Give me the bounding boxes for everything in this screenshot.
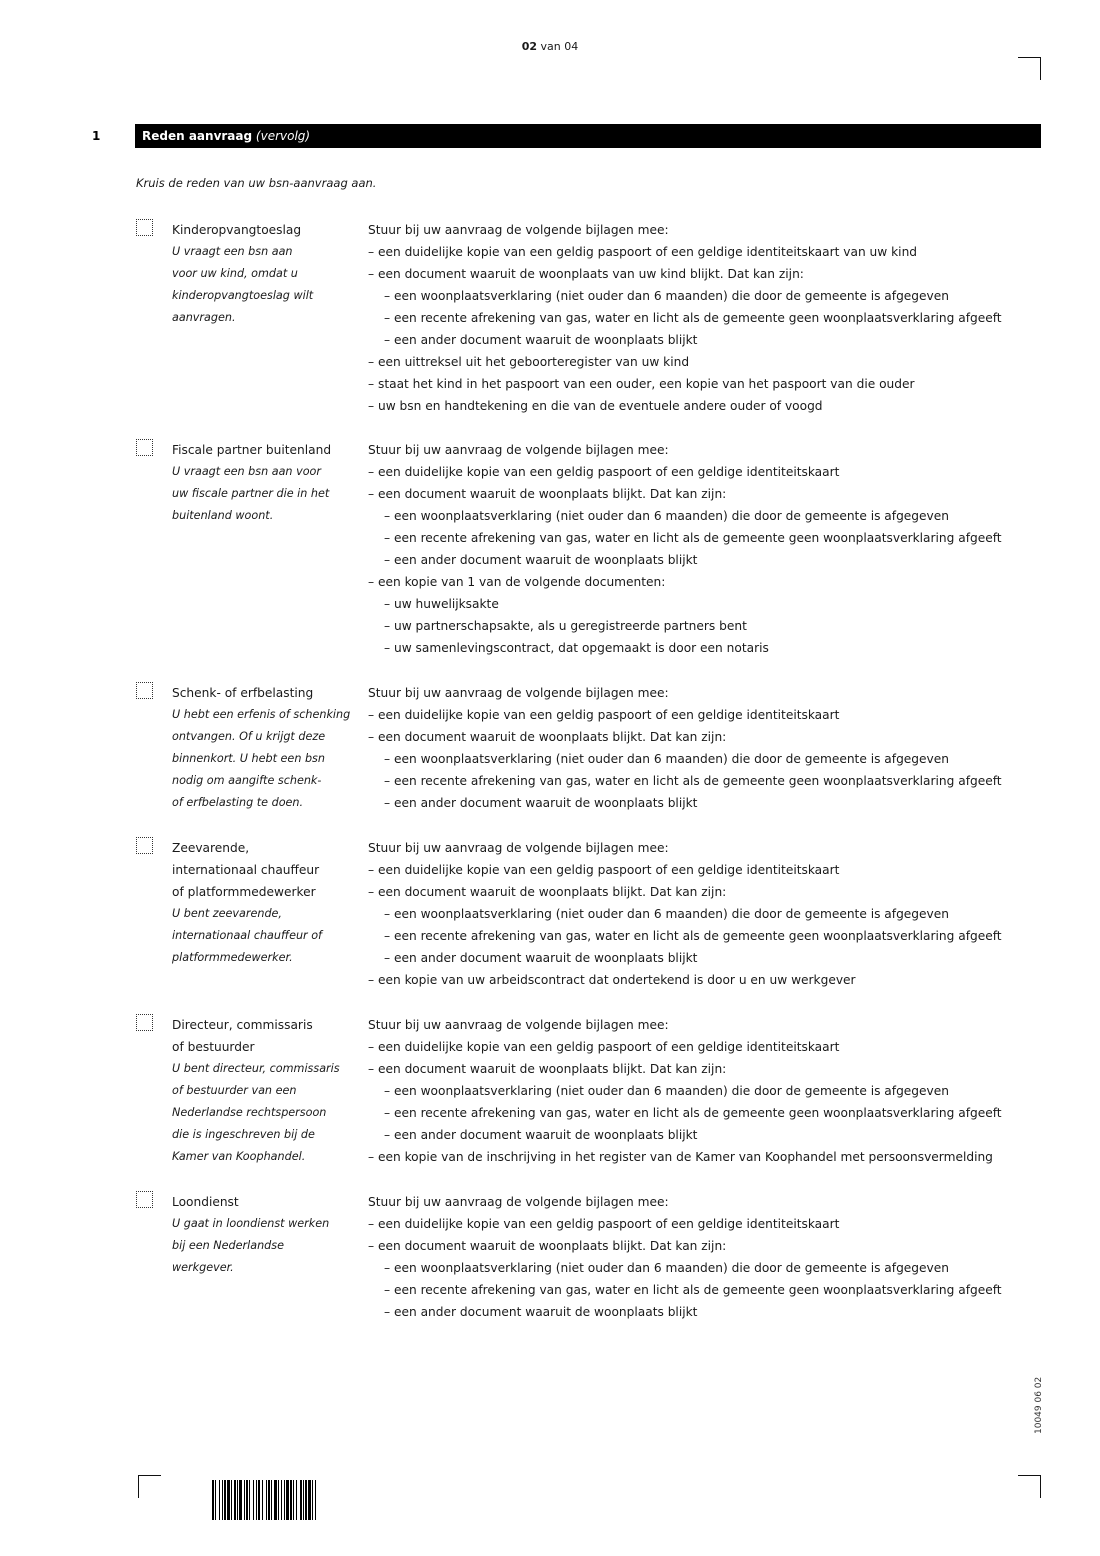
attachment-subitem: – een recente afrekening van gas, water en licht als de gemeente geen woonplaatsverklaring afgeeft xyxy=(384,1283,1002,1297)
section-number: 1 xyxy=(92,129,101,143)
option-label xyxy=(172,219,352,329)
option-desc-line: buitenland woont. xyxy=(172,509,274,522)
attachments-intro: Stuur bij uw aanvraag de volgende bijlagen mee: xyxy=(368,841,669,855)
attachment-item: – een duidelijke kopie van een geldig paspoort of een geldige identiteitskaart xyxy=(368,1040,840,1054)
instruction-text: Kruis de reden van uw bsn-aanvraag aan. xyxy=(136,176,377,190)
option-desc-line: nodig om aangifte schenk- xyxy=(172,774,322,787)
attachment-subitem: – een woonplaatsverklaring (niet ouder dan 6 maanden) die door de gemeente is afgegeven xyxy=(384,752,949,766)
option-desc-line: bij een Nederlandse xyxy=(172,1239,284,1252)
attachment-item: – een kopie van 1 van de volgende documenten: xyxy=(368,575,666,589)
attachment-item: – een kopie van uw arbeidscontract dat ondertekend is door u en uw werkgever xyxy=(368,973,856,987)
page-current: 02 xyxy=(521,40,538,53)
attachment-subitem: – een ander document waaruit de woonplaats blijkt xyxy=(384,333,698,347)
section-header xyxy=(135,124,1041,148)
attachment-subitem: – uw huwelijksakte xyxy=(384,597,499,611)
attachments-list xyxy=(368,837,1036,991)
checkbox-zeevarende[interactable] xyxy=(136,837,153,854)
attachments-list xyxy=(368,439,1036,659)
crop-mark-top-right xyxy=(1018,57,1041,80)
attachments-intro: Stuur bij uw aanvraag de volgende bijlagen mee: xyxy=(368,686,669,700)
attachment-subitem: – een woonplaatsverklaring (niet ouder dan 6 maanden) die door de gemeente is afgegeven xyxy=(384,907,949,921)
checkbox-kinderopvangtoeslag[interactable] xyxy=(136,219,153,236)
option-desc-line: internationaal chauffeur of xyxy=(172,929,322,942)
attachment-item: – een document waaruit de woonplaats blijkt. Dat kan zijn: xyxy=(368,487,727,501)
attachment-subitem: – een recente afrekening van gas, water en licht als de gemeente geen woonplaatsverklaring afgeeft xyxy=(384,1106,1002,1120)
option-desc-line: of bestuurder van een xyxy=(172,1084,297,1097)
option-desc-line: ontvangen. Of u krijgt deze xyxy=(172,730,326,743)
checkbox-schenk-erfbelasting[interactable] xyxy=(136,682,153,699)
attachment-item: – een document waaruit de woonplaats van uw kind blijkt. Dat kan zijn: xyxy=(368,267,804,281)
attachments-list xyxy=(368,1014,1036,1168)
page-sep: van xyxy=(537,40,565,53)
attachment-item: – een duidelijke kopie van een geldig paspoort of een geldige identiteitskaart xyxy=(368,863,840,877)
option-desc-line: die is ingeschreven bij de xyxy=(172,1128,315,1141)
attachment-item: – een uittreksel uit het geboorteregister van uw kind xyxy=(368,355,690,369)
option-desc-line: platformmedewerker. xyxy=(172,951,293,964)
attachment-item: – een duidelijke kopie van een geldig paspoort of een geldige identiteitskaart xyxy=(368,1217,840,1231)
attachment-subitem: – een woonplaatsverklaring (niet ouder dan 6 maanden) die door de gemeente is afgegeven xyxy=(384,289,949,303)
option-label xyxy=(172,837,352,969)
option-label xyxy=(172,682,352,814)
checkbox-directeur-commissaris[interactable] xyxy=(136,1014,153,1031)
option-desc-line: U bent directeur, commissaris xyxy=(172,1062,340,1075)
attachments-intro: Stuur bij uw aanvraag de volgende bijlagen mee: xyxy=(368,223,669,237)
attachment-subitem: – een ander document waaruit de woonplaats blijkt xyxy=(384,1128,698,1142)
page-total: 04 xyxy=(564,40,579,53)
attachment-subitem: – een recente afrekening van gas, water en licht als de gemeente geen woonplaatsverklaring afgeeft xyxy=(384,311,1002,325)
option-desc-line: voor uw kind, omdat u xyxy=(172,267,298,280)
checkbox-fiscale-partner-buitenland[interactable] xyxy=(136,439,153,456)
attachment-item: – een document waaruit de woonplaats blijkt. Dat kan zijn: xyxy=(368,730,727,744)
option-label xyxy=(172,439,352,527)
option-desc-line: uw fiscale partner die in het xyxy=(172,487,330,500)
attachment-subitem: – een woonplaatsverklaring (niet ouder dan 6 maanden) die door de gemeente is afgegeven xyxy=(384,1261,949,1275)
option-desc-line: aanvragen. xyxy=(172,311,236,324)
option-label xyxy=(172,1014,352,1168)
option-desc-line: Nederlandse rechtspersoon xyxy=(172,1106,327,1119)
crop-mark-bottom-left xyxy=(138,1475,161,1498)
attachment-item: – een duidelijke kopie van een geldig paspoort of een geldige identiteitskaart xyxy=(368,465,840,479)
page-number xyxy=(0,40,1100,53)
attachment-item: – een duidelijke kopie van een geldig paspoort of een geldige identiteitskaart van uw kind xyxy=(368,245,918,259)
section-title: Reden aanvraag xyxy=(142,129,253,143)
attachment-subitem: – een ander document waaruit de woonplaats blijkt xyxy=(384,796,698,810)
option-desc-line: U gaat in loondienst werken xyxy=(172,1217,330,1230)
form-code: 10049 06 02 xyxy=(1034,1376,1044,1434)
section-subtitle: (vervolg) xyxy=(252,129,311,143)
attachments-intro: Stuur bij uw aanvraag de volgende bijlagen mee: xyxy=(368,1195,669,1209)
attachments-intro: Stuur bij uw aanvraag de volgende bijlagen mee: xyxy=(368,443,669,457)
option-desc-line: U hebt een erfenis of schenking xyxy=(172,708,351,721)
option-desc-line: kinderopvangtoeslag wilt xyxy=(172,289,314,302)
attachments-list xyxy=(368,219,1036,417)
option-label xyxy=(172,1191,352,1279)
option-desc-line: binnenkort. U hebt een bsn xyxy=(172,752,325,765)
option-desc-line: of erfbelasting te doen. xyxy=(172,796,304,809)
attachment-subitem: – een ander document waaruit de woonplaats blijkt xyxy=(384,951,698,965)
option-title: Schenk- of erfbelasting xyxy=(172,686,314,700)
option-title: of platformmedewerker xyxy=(172,885,316,899)
attachment-subitem: – een recente afrekening van gas, water en licht als de gemeente geen woonplaatsverklaring afgeeft xyxy=(384,929,1002,943)
attachment-item: – een document waaruit de woonplaats blijkt. Dat kan zijn: xyxy=(368,1062,727,1076)
attachment-subitem: – uw samenlevingscontract, dat opgemaakt is door een notaris xyxy=(384,641,769,655)
option-title: Kinderopvangtoeslag xyxy=(172,223,302,237)
option-title: Fiscale partner buitenland xyxy=(172,443,332,457)
attachment-item: – uw bsn en handtekening en die van de eventuele andere ouder of voogd xyxy=(368,399,823,413)
attachment-subitem: – een woonplaatsverklaring (niet ouder dan 6 maanden) die door de gemeente is afgegeven xyxy=(384,1084,949,1098)
option-title: Zeevarende, xyxy=(172,841,250,855)
attachments-intro: Stuur bij uw aanvraag de volgende bijlagen mee: xyxy=(368,1018,669,1032)
attachment-subitem: – een recente afrekening van gas, water en licht als de gemeente geen woonplaatsverklaring afgeeft xyxy=(384,774,1002,788)
attachment-item: – een document waaruit de woonplaats blijkt. Dat kan zijn: xyxy=(368,1239,727,1253)
option-title: Loondienst xyxy=(172,1195,239,1209)
option-desc-line: U bent zeevarende, xyxy=(172,907,282,920)
attachment-item: – een kopie van de inschrijving in het register van de Kamer van Koophandel met persoonsvermelding xyxy=(368,1150,993,1164)
option-title: of bestuurder xyxy=(172,1040,255,1054)
attachments-list xyxy=(368,682,1036,814)
option-desc-line: werkgever. xyxy=(172,1261,234,1274)
barcode xyxy=(212,1480,450,1520)
option-title: Directeur, commissaris xyxy=(172,1018,313,1032)
attachment-item: – een document waaruit de woonplaats blijkt. Dat kan zijn: xyxy=(368,885,727,899)
option-title: internationaal chauffeur xyxy=(172,863,320,877)
option-desc-line: U vraagt een bsn aan xyxy=(172,245,293,258)
option-desc-line: Kamer van Koophandel. xyxy=(172,1150,306,1163)
option-desc-line: U vraagt een bsn aan voor xyxy=(172,465,321,478)
attachment-subitem: – een recente afrekening van gas, water en licht als de gemeente geen woonplaatsverklaring afgeeft xyxy=(384,531,1002,545)
attachment-subitem: – een ander document waaruit de woonplaats blijkt xyxy=(384,1305,698,1319)
attachment-item: – een duidelijke kopie van een geldig paspoort of een geldige identiteitskaart xyxy=(368,708,840,722)
attachment-subitem: – een woonplaatsverklaring (niet ouder dan 6 maanden) die door de gemeente is afgegeven xyxy=(384,509,949,523)
attachment-subitem: – een ander document waaruit de woonplaats blijkt xyxy=(384,553,698,567)
attachments-list xyxy=(368,1191,1036,1323)
attachment-item: – staat het kind in het paspoort van een ouder, een kopie van het paspoort van die ouder xyxy=(368,377,915,391)
attachment-subitem: – uw partnerschapsakte, als u geregistreerde partners bent xyxy=(384,619,747,633)
crop-mark-bottom-right xyxy=(1018,1475,1041,1498)
checkbox-loondienst[interactable] xyxy=(136,1191,153,1208)
